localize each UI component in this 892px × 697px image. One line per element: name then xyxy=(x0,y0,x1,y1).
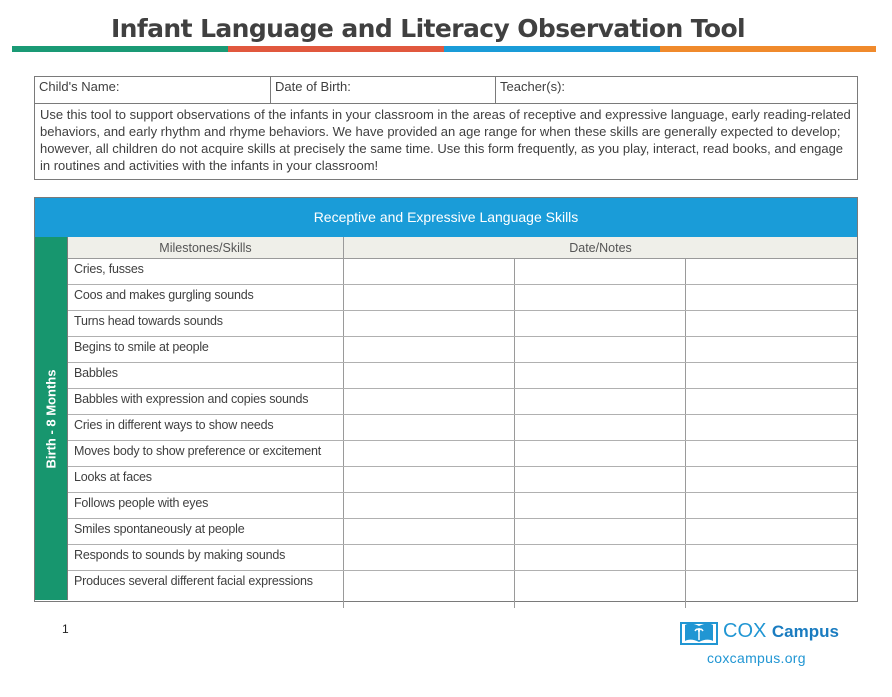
notes-cell[interactable] xyxy=(515,259,686,284)
table-row xyxy=(68,389,857,415)
notes-cell[interactable] xyxy=(344,311,515,336)
section-header: Receptive and Expressive Language Skills xyxy=(35,198,857,237)
skill-label: Babbles with expression and copies sounds xyxy=(68,389,344,414)
info-box xyxy=(34,76,858,180)
table-row xyxy=(68,311,857,337)
skill-label: Babbles xyxy=(68,363,344,388)
teacher-field[interactable]: Teacher(s): xyxy=(500,79,566,94)
color-bar-red xyxy=(228,46,444,52)
skills-table xyxy=(34,197,858,602)
notes-cell[interactable] xyxy=(344,337,515,362)
notes-cell[interactable] xyxy=(686,259,857,284)
notes-cell[interactable] xyxy=(515,285,686,310)
notes-cell[interactable] xyxy=(515,389,686,414)
skill-label: Cries in different ways to show needs xyxy=(68,415,344,440)
notes-cell[interactable] xyxy=(686,441,857,466)
skills-grid xyxy=(68,237,857,600)
notes-cell[interactable] xyxy=(344,441,515,466)
logo-campus: Campus xyxy=(771,622,839,641)
table-row xyxy=(68,363,857,389)
skill-rows xyxy=(68,259,857,608)
notes-cell[interactable] xyxy=(515,571,686,608)
notes-cell[interactable] xyxy=(344,519,515,544)
skill-label: Cries, fusses xyxy=(68,259,344,284)
notes-cell[interactable] xyxy=(515,441,686,466)
notes-cell[interactable] xyxy=(515,415,686,440)
notes-cell[interactable] xyxy=(515,493,686,518)
notes-cell[interactable] xyxy=(686,389,857,414)
skill-label: Responds to sounds by making sounds xyxy=(68,545,344,570)
notes-cell[interactable] xyxy=(686,415,857,440)
table-body xyxy=(35,237,857,600)
notes-cell[interactable] xyxy=(344,493,515,518)
page-title: Infant Language and Literacy Observation Tool xyxy=(110,14,746,43)
page-number: 1 xyxy=(62,622,69,636)
column-headers xyxy=(68,237,857,259)
child-name-field[interactable]: Child's Name: xyxy=(35,77,271,103)
table-row xyxy=(68,545,857,571)
notes-cell[interactable] xyxy=(515,363,686,388)
skill-label: Looks at faces xyxy=(68,467,344,492)
notes-cell[interactable] xyxy=(686,467,857,492)
notes-cell[interactable] xyxy=(344,259,515,284)
notes-cell[interactable] xyxy=(686,285,857,310)
milestones-header: Milestones/Skills xyxy=(68,237,344,258)
date-of-birth-field[interactable]: Date of Birth: xyxy=(271,77,496,103)
open-book-icon xyxy=(680,620,718,646)
color-bar-orange xyxy=(660,46,876,52)
table-row xyxy=(68,285,857,311)
notes-cell[interactable] xyxy=(515,545,686,570)
table-row xyxy=(68,571,857,608)
color-bar xyxy=(12,46,876,52)
skill-label: Moves body to show preference or excitement xyxy=(68,441,344,466)
table-row xyxy=(68,259,857,285)
notes-cell[interactable] xyxy=(686,545,857,570)
age-range-band xyxy=(35,237,68,600)
notes-cell[interactable] xyxy=(344,545,515,570)
color-bar-blue xyxy=(444,46,660,52)
notes-cell[interactable] xyxy=(344,285,515,310)
table-row xyxy=(68,493,857,519)
logo-wordmark xyxy=(723,620,839,643)
skill-label: Smiles spontaneously at people xyxy=(68,519,344,544)
notes-cell[interactable] xyxy=(686,519,857,544)
notes-cell[interactable] xyxy=(344,363,515,388)
color-bar-green xyxy=(12,46,228,52)
notes-cell[interactable] xyxy=(686,337,857,362)
notes-cell[interactable] xyxy=(344,389,515,414)
table-row xyxy=(68,415,857,441)
info-fields-row xyxy=(35,77,857,104)
notes-cell[interactable] xyxy=(686,311,857,336)
website-url[interactable]: coxcampus.org xyxy=(707,650,806,666)
notes-cell[interactable] xyxy=(515,467,686,492)
table-row xyxy=(68,441,857,467)
table-row xyxy=(68,467,857,493)
cox-campus-logo xyxy=(680,618,860,648)
table-row xyxy=(68,337,857,363)
notes-cell[interactable] xyxy=(344,467,515,492)
notes-header: Date/Notes xyxy=(569,241,632,255)
notes-cell[interactable] xyxy=(686,571,857,608)
skill-label: Begins to smile at people xyxy=(68,337,344,362)
notes-cell[interactable] xyxy=(515,519,686,544)
notes-cell[interactable] xyxy=(515,337,686,362)
skill-label: Produces several different facial expressions xyxy=(68,571,344,608)
notes-cell[interactable] xyxy=(686,363,857,388)
skill-label: Coos and makes gurgling sounds xyxy=(68,285,344,310)
table-row xyxy=(68,519,857,545)
notes-cell[interactable] xyxy=(344,415,515,440)
skill-label: Turns head towards sounds xyxy=(68,311,344,336)
skill-label: Follows people with eyes xyxy=(68,493,344,518)
description-text: Use this tool to support observations of the infants in your classroom in the areas of receptive and expressive language, early reading-related behaviors, and early rhythm and rhyme behaviors. We have provided an age range for when these skills are generally expected to develop; however, all children do not acquire skills at precisely the same time. Use this form frequently, as you play, interact, read books, and engage in routines and activities with the infants in your classroom! xyxy=(40,107,851,173)
notes-cell[interactable] xyxy=(344,571,515,608)
logo-cox: COX xyxy=(723,620,767,642)
notes-cell[interactable] xyxy=(515,311,686,336)
notes-cell[interactable] xyxy=(686,493,857,518)
age-range-label: Birth - 8 Months xyxy=(43,369,59,468)
